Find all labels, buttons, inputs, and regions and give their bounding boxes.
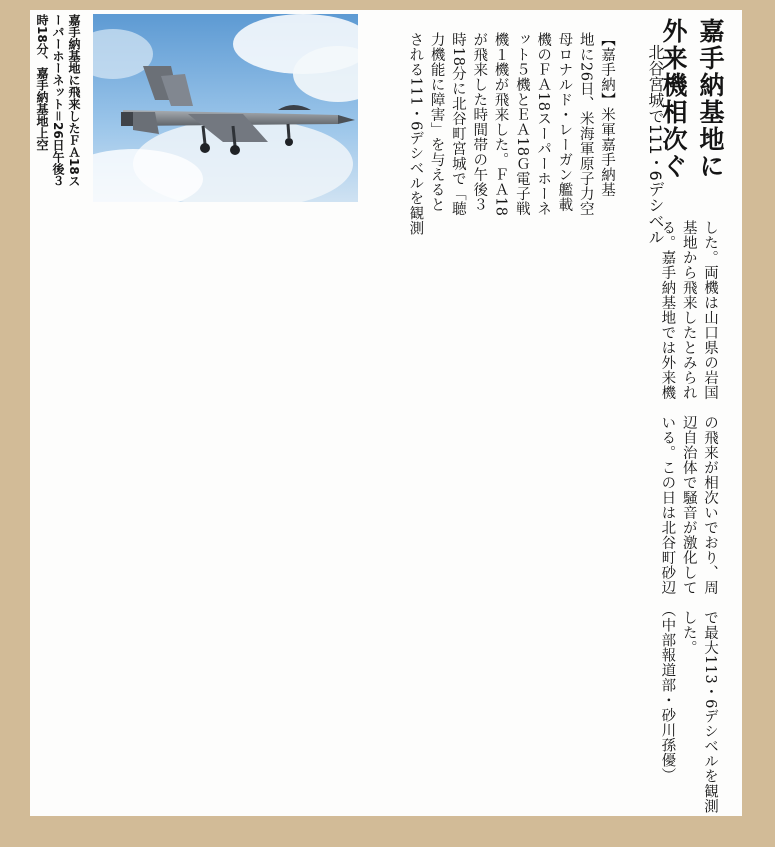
subheadline: 北谷宮城で111・6デシベル [646, 44, 665, 245]
headline: 嘉手納基地に 外来機相次ぐ [659, 18, 725, 180]
fighter-jet-photo [93, 14, 358, 202]
article-body-top: 【嘉手納】米軍嘉手納基 地に26日、米海軍原子力空 母ロナルド・レーガン艦載 機のＦＡ18スーパーホーネ ット５機とＥＡ18Ｇ電子戦 機１機が飛来した。ＦＡ18 が飛来した時間帯の午後３ 時18分に北谷町宮城で「聴 力機能に障害」を与えると される111・6デシベルを観測 [407, 32, 615, 236]
newspaper-clipping [30, 10, 742, 816]
photo-caption: 嘉手納基地に飛来したＦＡ18ス ーパーホーネット＝26日午後３ 時18分、嘉手納基地上空 [35, 14, 81, 187]
article-body-bottom: した。両機は山口県の岩国 の飛来が相次いでおり、周 で最大113・6デシベルを観測 基地から飛来したとみられ 辺自治体で騒音が激化して した。 る。嘉手納基地では外来機 いる。この日は北谷町砂辺 （中部報道部・砂川孫優） [659, 220, 718, 814]
